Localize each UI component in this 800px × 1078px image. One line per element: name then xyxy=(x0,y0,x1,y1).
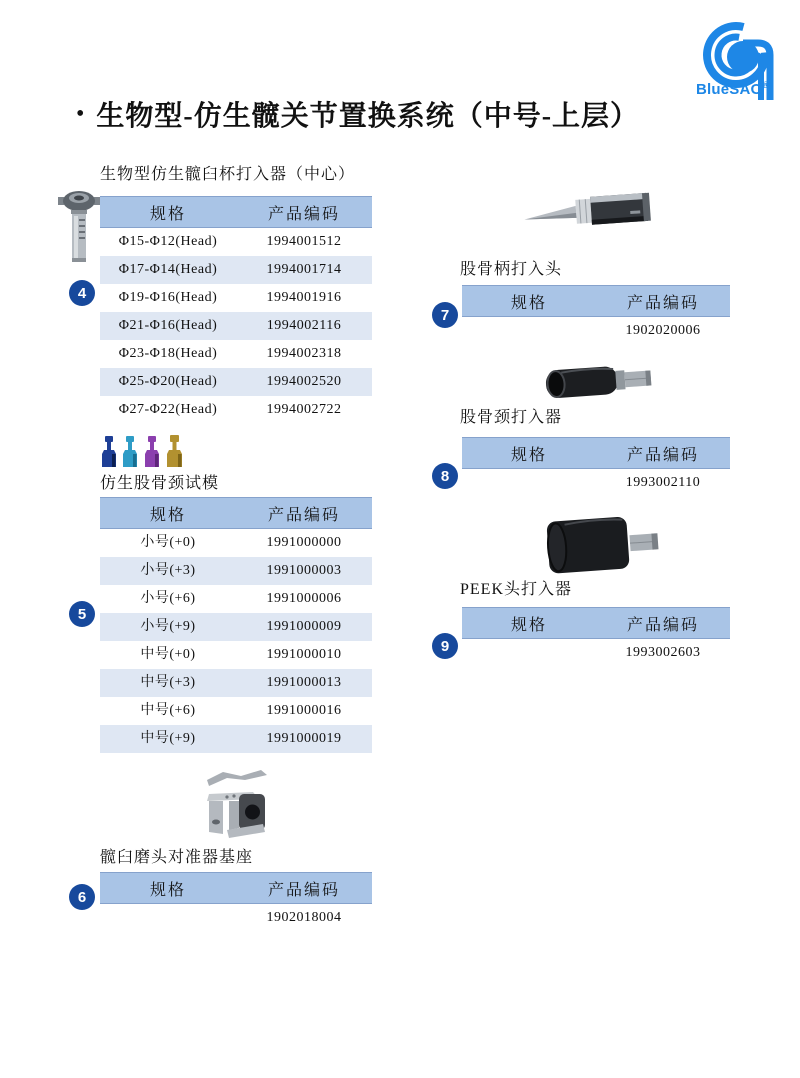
column-header-spec: 规格 xyxy=(510,446,547,464)
column-header-code: 产品编码 xyxy=(267,506,340,524)
aligner-base-table xyxy=(100,872,372,932)
brand-text: BlueSAO xyxy=(696,81,763,98)
section-title-neck-trials: 仿生股骨颈试模 xyxy=(100,475,220,492)
column-header-spec: 规格 xyxy=(510,616,547,634)
table-header xyxy=(100,497,372,529)
code-cell: 1993002110 xyxy=(625,475,701,490)
code-cell: 1991000019 xyxy=(266,731,342,746)
section-title-stem-impactor: 股骨柄打入头 xyxy=(460,261,563,278)
section-title-neck-impactor: 股骨颈打入器 xyxy=(460,409,563,426)
femoral-neck-trials-image xyxy=(101,435,185,469)
table-row xyxy=(462,469,730,497)
neck-trials-table xyxy=(100,497,372,753)
table-row xyxy=(100,312,372,340)
code-cell: 1991000010 xyxy=(266,647,342,662)
section-badge-4: 4 xyxy=(69,280,95,306)
section-title-aligner-base: 髋臼磨头对准器基座 xyxy=(100,849,254,866)
acetabular-cup-impactor-center-tip-image xyxy=(58,186,100,268)
title-bullet: • xyxy=(76,101,85,127)
section-title-cup-impactor: 生物型仿生髋臼杯打入器（中心） xyxy=(100,166,356,183)
section-badge-8: 8 xyxy=(432,463,458,489)
code-cell: 1991000009 xyxy=(266,619,342,634)
table-row xyxy=(100,368,372,396)
bluesao-logo xyxy=(694,10,796,110)
page-title xyxy=(76,94,639,134)
table-row xyxy=(100,557,372,585)
table-row xyxy=(100,256,372,284)
section-badge-5: 5 xyxy=(69,601,95,627)
table-row xyxy=(100,641,372,669)
spec-cell: 中号(+3) xyxy=(140,675,196,690)
spec-cell xyxy=(100,904,236,932)
column-header-code: 产品编码 xyxy=(267,205,340,223)
code-cell: 1994002520 xyxy=(266,374,342,389)
code-cell: 1994001714 xyxy=(266,262,342,277)
spec-cell: 小号(+3) xyxy=(140,563,196,578)
table-row xyxy=(100,904,372,932)
peek-head-impactor-image xyxy=(546,514,662,574)
spec-cell: Φ19-Φ16(Head) xyxy=(118,290,218,305)
table-header xyxy=(462,607,730,639)
column-header-code: 产品编码 xyxy=(267,881,340,899)
code-cell: 1991000000 xyxy=(266,535,342,550)
spec-cell: Φ25-Φ20(Head) xyxy=(118,374,218,389)
reamer-aligner-base-image xyxy=(197,766,275,850)
table-header xyxy=(100,196,372,228)
table-row xyxy=(100,585,372,613)
spec-cell: Φ27-Φ22(Head) xyxy=(118,402,218,417)
table-header xyxy=(462,285,730,317)
table-row xyxy=(462,639,730,667)
peek-impactor-table xyxy=(462,607,730,667)
brand-name xyxy=(696,80,769,98)
femoral-neck-impactor-image xyxy=(544,360,656,404)
section-badge-6: 6 xyxy=(69,884,95,910)
spec-cell: 小号(+9) xyxy=(140,619,196,634)
code-cell: 1994002722 xyxy=(266,402,342,417)
code-cell: 1994002318 xyxy=(266,346,342,361)
column-header-code: 产品编码 xyxy=(626,616,699,634)
column-header-spec: 规格 xyxy=(149,881,186,899)
spec-cell: Φ17-Φ14(Head) xyxy=(118,262,218,277)
table-row xyxy=(462,317,730,345)
code-cell: 1991000013 xyxy=(266,675,342,690)
code-cell: 1991000006 xyxy=(266,591,342,606)
code-cell: 1994002116 xyxy=(266,318,342,333)
spec-cell xyxy=(462,639,596,667)
stem-impactor-head-image xyxy=(522,184,654,236)
table-row xyxy=(100,613,372,641)
table-row xyxy=(100,228,372,256)
spec-cell xyxy=(462,317,596,345)
code-cell: 1902018004 xyxy=(266,910,342,925)
spec-cell: 小号(+0) xyxy=(140,535,196,550)
code-cell: 1993002603 xyxy=(625,645,701,660)
table-row xyxy=(100,697,372,725)
spec-cell: Φ21-Φ16(Head) xyxy=(118,318,218,333)
table-header xyxy=(100,872,372,904)
code-cell: 1994001916 xyxy=(266,290,342,305)
table-row xyxy=(100,340,372,368)
page-title-text: 生物型-仿生髋关节置换系统（中号-上层） xyxy=(96,101,640,132)
table-row xyxy=(100,725,372,753)
spec-cell: 中号(+6) xyxy=(140,703,196,718)
spec-cell: 中号(+0) xyxy=(140,647,196,662)
table-header xyxy=(462,437,730,469)
column-header-spec: 规格 xyxy=(510,294,547,312)
code-cell: 1902020006 xyxy=(625,323,701,338)
spec-cell: 小号(+6) xyxy=(140,591,196,606)
code-cell: 1991000003 xyxy=(266,563,342,578)
stem-impactor-table xyxy=(462,285,730,345)
table-row xyxy=(100,669,372,697)
registered-mark: ® xyxy=(762,80,770,90)
section-badge-7: 7 xyxy=(432,302,458,328)
neck-impactor-table xyxy=(462,437,730,497)
section-badge-9: 9 xyxy=(432,633,458,659)
section-title-peek-impactor: PEEK头打入器 xyxy=(460,581,573,598)
spec-cell xyxy=(462,469,596,497)
column-header-spec: 规格 xyxy=(149,205,186,223)
spec-cell: Φ15-Φ12(Head) xyxy=(118,234,218,249)
spec-cell: 中号(+9) xyxy=(140,731,196,746)
column-header-spec: 规格 xyxy=(149,506,186,524)
cup-impactor-table xyxy=(100,196,372,424)
code-cell: 1991000016 xyxy=(266,703,342,718)
table-row xyxy=(100,396,372,424)
column-header-code: 产品编码 xyxy=(626,446,699,464)
table-row xyxy=(100,529,372,557)
column-header-code: 产品编码 xyxy=(626,294,699,312)
code-cell: 1994001512 xyxy=(266,234,342,249)
table-row xyxy=(100,284,372,312)
spec-cell: Φ23-Φ18(Head) xyxy=(118,346,218,361)
